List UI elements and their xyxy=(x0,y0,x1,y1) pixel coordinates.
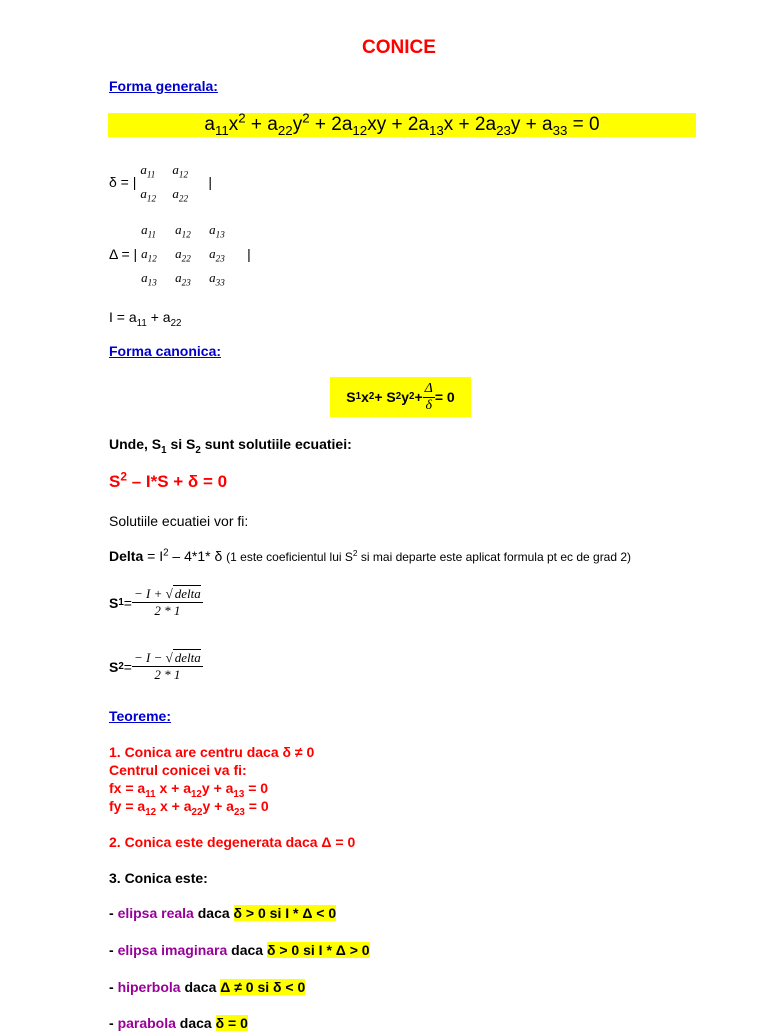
general-equation: $a_{11}x^2 + a_{22}y^2 + 2a_{12}xy + 2a_{13}x + 2a_{23}y + a_{33} = 0$ xyxy=(108,113,696,137)
theorem-2: 2. Conica este degenerata daca Δ = 0 xyxy=(109,834,356,850)
unde-line: Unde, $S_1$ si $S_2$ sunt solutiile ecuatiei: xyxy=(109,436,352,456)
page-title: CONICE xyxy=(362,37,436,58)
center-fy-equation: fy = $a_{12}$ $x + a_{22}y + a_{23} = 0$ xyxy=(109,798,269,818)
delta-line: Delta = $I^2 - 4*1*$ δ (1 este coeficientul lui $S^2$ si mai departe este aplicat formula pt ec de grad 2) xyxy=(109,547,632,564)
small-delta-matrix: $a_{11}$ $a_{12}$ $a_{12}$ $a_{22}$ xyxy=(140,162,188,204)
characteristic-equation: $S^2 - I*S + \delta = 0$ xyxy=(109,469,228,491)
small-delta-determinant: δ = | $a_{11}$ $a_{12}$ $a_{12}$ $a_{22}$ | xyxy=(109,162,213,204)
big-delta-determinant: Δ = | $a_{11}$ $a_{12}$ $a_{13}$ $a_{12}$ $a_{22}$ $a_{23}$ $a_{13}$ $a_{23}$ $a_{33}$ | xyxy=(109,222,251,288)
canonical-equation: S 1 x 2 + S 2 y 2 + $\frac{\Delta}{\delta}$ = 0 xyxy=(330,377,471,417)
case-elipsa-imaginara: - elipsa imaginara daca δ > 0 si I * Δ > 0 xyxy=(109,942,370,958)
case-elipsa-reala: - elipsa reala daca δ > 0 si I * Δ < 0 xyxy=(109,905,337,921)
section-teoreme: Teoreme: xyxy=(109,708,171,724)
s1-formula: S 1 = $\frac{\text{− I + √ delta}}{2 * 1}$ xyxy=(109,586,201,618)
theorem-1: 1. Conica are centru daca δ ≠ 0 Centrul conicei va fi: fx = $a_{11}$ $x + a_{12}y + a_{13} = 0$ fy = $a_{12}$ $x + a_{22}y + a_{23} = 0$ xyxy=(109,744,315,818)
section-forma-canonica: Forma canonica: xyxy=(109,343,222,359)
theorem-3: 3. Conica este: xyxy=(109,870,208,886)
section-forma-generala: Forma generala: xyxy=(109,78,218,94)
solutions-intro: Solutiile ecuatiei vor fi: xyxy=(109,513,249,529)
s2-formula: S 2 = $\frac{\text{− I − √ delta}}{2 * 1}$ xyxy=(109,650,201,682)
invariant-i: $I = a_{11} + a_{22}$ xyxy=(109,309,182,329)
big-delta-matrix: $a_{11}$ $a_{12}$ $a_{13}$ $a_{12}$ $a_{22}$ $a_{23}$ $a_{13}$ $a_{23}$ $a_{33}$ xyxy=(141,222,225,288)
center-fx-equation: fx = $a_{11}$ $x + a_{12}y + a_{13} = 0$ xyxy=(109,780,269,800)
case-parabola: - parabola daca δ = 0 xyxy=(109,1015,248,1031)
case-hiperbola: - hiperbola daca Δ ≠ 0 si δ < 0 xyxy=(109,979,306,995)
